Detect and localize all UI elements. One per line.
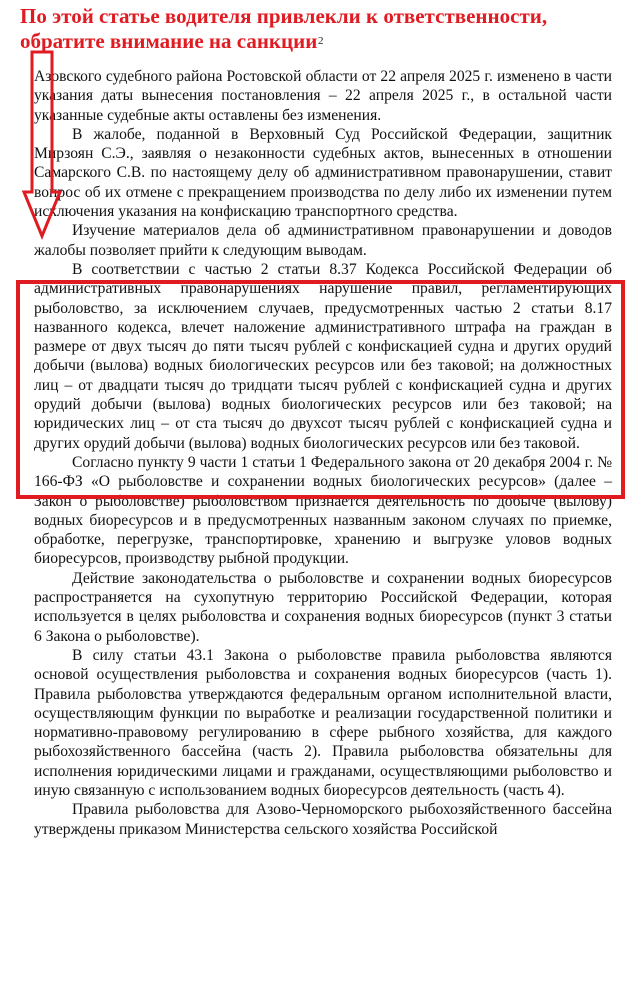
down-arrow-icon [22,50,62,240]
paragraph-azov-rules: Правила рыболовства для Азово-Черноморского рыбохозяйственного бассейна утверждены приказом Министерства сельского хозяйства Российской [34,801,612,838]
paragraph-article-837: В соответствии с частью 2 статьи 8.37 Кодекса Российской Федерации об административных правонарушениях нарушение правил, регламентирующих рыболовство, за исключением случаев, предусмотренных частью 2 статьи 8.17 названного кодекса, влечет наложение административного штрафа на граждан в размере от двух тысяч до пяти тысяч рублей с конфискацией судна и других орудий добычи (вылова) водных биологических ресурсов или без таковой; на должностных лиц – от двадцати тысяч до тридцати тысяч рублей с конфискацией судна и других орудий добычи (вылова) водных биологических ресурсов или без таковой; на юридических лиц – от ста тысяч до двухсот тысяч рублей с конфискацией судна и других орудий добычи (вылова) водных биологических ресурсов или без таковой. [34,260,612,452]
paragraph-continuation: Азовского судебного района Ростовской области от 22 апреля 2025 г. изменено в части указания даты вынесения постановления – 22 апреля 2025 г., в остальной части указанные судебные акты оставлены без изменения. [34,68,612,124]
paragraph-study: Изучение материалов дела об административном правонарушении и доводов жалобы позволяет прийти к следующим выводам. [34,222,612,259]
paragraph-complaint: В жалобе, поданной в Верховный Суд Российской Федерации, защитник Мирзоян С.Э., заявляя о незаконности судебных актов, вынесенных в отношении Самарского С.В. по настоящему делу об административном правонарушении, ставит вопрос об их отмене с прекращением производства по делу либо их изменении путем исключения указания на конфискацию транспортного средства. [34,125,612,221]
headline: По этой статье водителя привлекли к ответственности, обратите внимание на санкции [20,4,548,53]
paragraph-fishing-rules: В силу статьи 43.1 Закона о рыболовстве правила рыболовства являются основой осуществления рыболовства и сохранения водных биоресурсов (часть 1). Правила рыболовства утверждаются федеральным органом исполнительной власти, осуществляющим функции по выработке и реализации государственной политики и нормативно-правовому регулированию в сфере рыбного хозяйства, для каждого рыбохозяйственного бассейна (часть 2). Правила рыболовства обязательны для исполнения юридическими лицами и гражданами, осуществляющими рыболовство и иную связанную с использованием водных биоресурсов деятельность (часть 4). [34,646,612,799]
page-number: 2 [318,35,324,47]
document-body [34,67,612,839]
paragraph-land-territory: Действие законодательства о рыболовстве и сохранении водных биоресурсов распространяется на сухопутную территорию Российской Федерации, которая используется в целях рыболовства и сохранения водных биоресурсов (пункт 3 статьи 6 Закона о рыболовстве). [34,569,612,645]
paragraph-fishing-definition: Согласно пункту 9 части 1 статьи 1 Федерального закона от 20 декабря 2004 г. № 166-ФЗ «О рыболовстве и сохранении водных биологических ресурсов» (далее – Закон о рыболовстве) рыболовством признается деятельность по добыче (вылову) водных биоресурсов и в предусмотренных названным законом случаях по приемке, обработке, перегрузке, транспортировке, хранению и выгрузке уловов водных биоресурсов, производству рыбной продукции. [34,453,612,568]
